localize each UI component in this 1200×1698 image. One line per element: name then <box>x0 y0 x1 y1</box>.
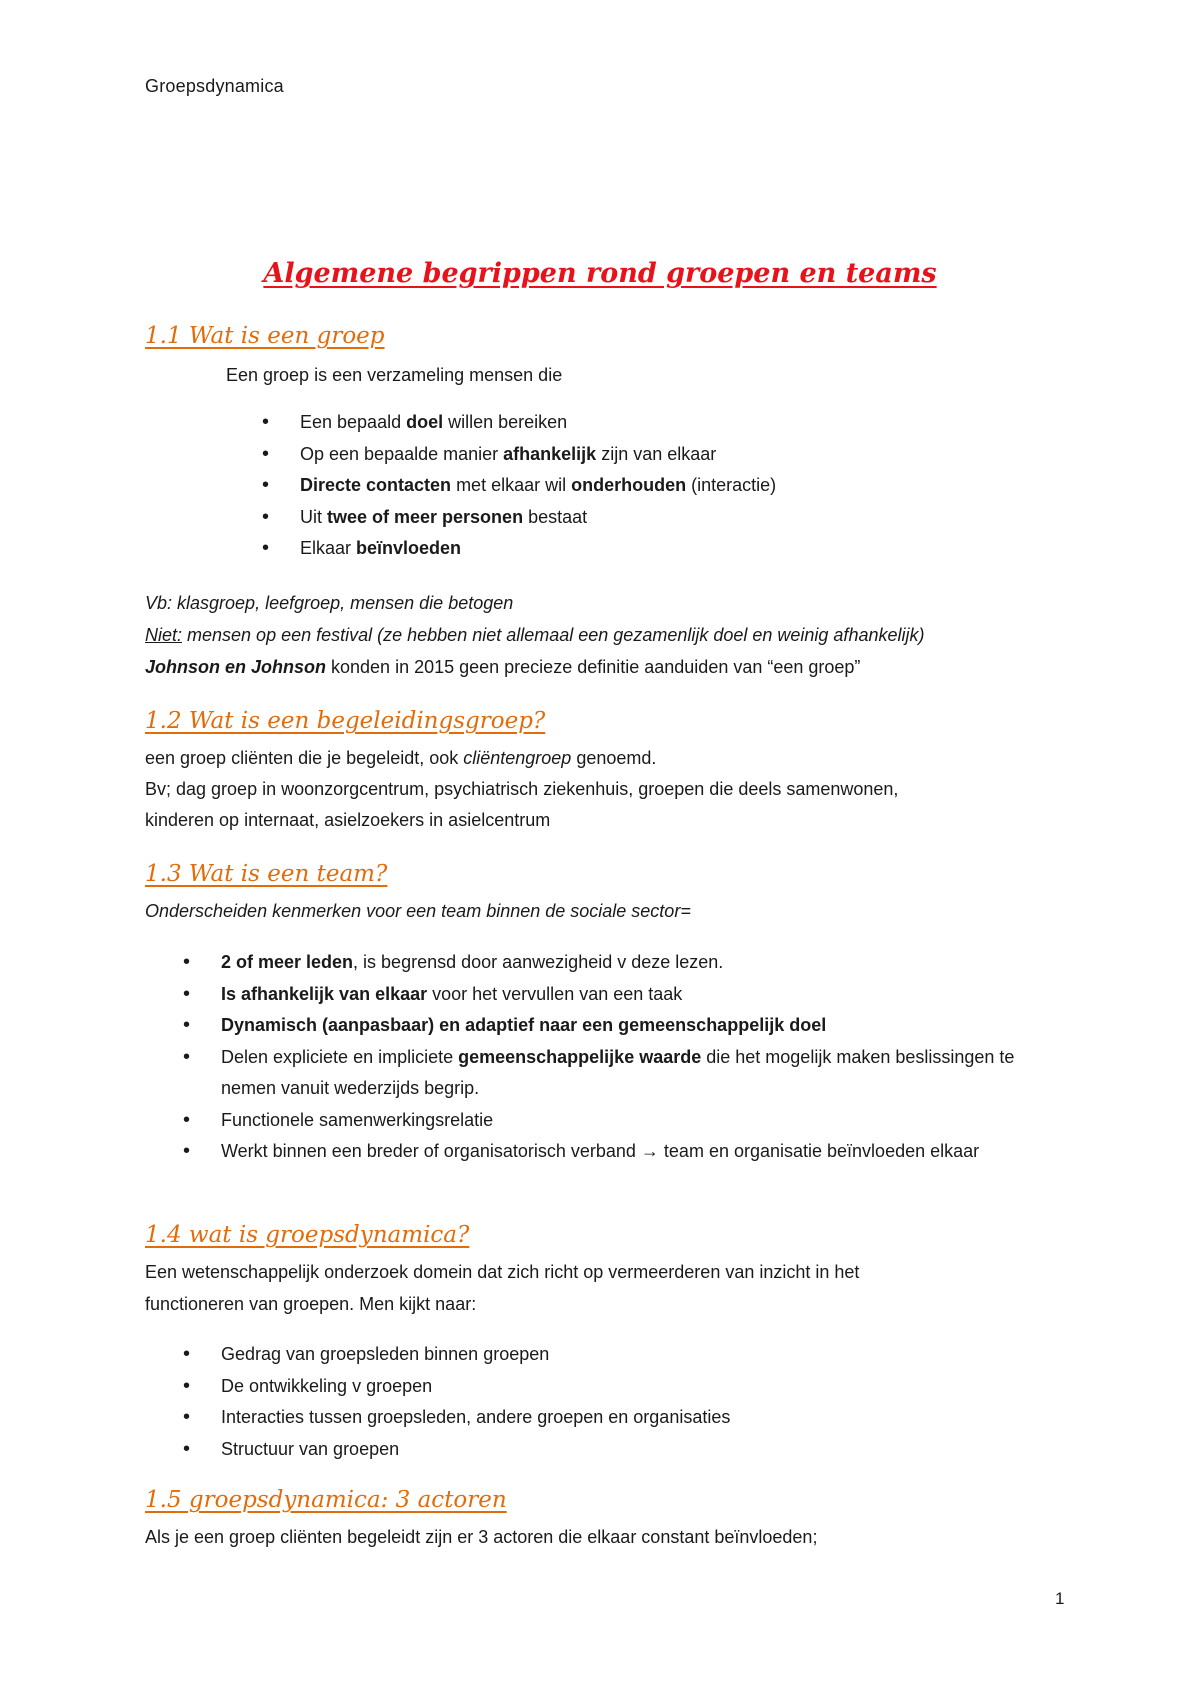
list-item: • Delen expliciete en impliciete gemeenschappelijke waarde die het mogelijk maken beslissingen te nemen vanuit wederzijds begrip. <box>183 1042 1043 1105</box>
list-item: • Op een bepaalde manier afhankelijk zijn van elkaar <box>262 439 776 471</box>
groepsdynamica-topics-list <box>183 1339 730 1465</box>
list-item: • Is afhankelijk van elkaar voor het vervullen van een taak <box>183 979 1043 1011</box>
list-item: • Elkaar beïnvloeden <box>262 533 776 565</box>
list-item: • Een bepaald doel willen bereiken <box>262 407 776 439</box>
section-1-5-line: Als je een groep cliënten begeleidt zijn er 3 actoren die elkaar constant beïnvloeden; <box>145 1527 818 1547</box>
list-item: • 2 of meer leden, is begrensd door aanwezigheid v deze lezen. <box>183 947 1043 979</box>
section-heading-1-2: 1.2 Wat is een begeleidingsgroep? <box>145 708 546 734</box>
example-line: Vb: klasgroep, leefgroep, mensen die betogen <box>145 593 514 613</box>
list-item: • Structuur van groepen <box>183 1434 730 1466</box>
list-item: • Gedrag van groepsleden binnen groepen <box>183 1339 730 1371</box>
section-1-4-line: Een wetenschappelijk onderzoek domein dat zich richt op vermeerderen van inzicht in het <box>145 1262 860 1282</box>
section-1-1-intro: Een groep is een verzameling mensen die <box>226 365 563 385</box>
section-1-2-line: Bv; dag groep in woonzorgcentrum, psychiatrisch ziekenhuis, groepen die deels samenwonen, <box>145 779 899 799</box>
list-item: • Functionele samenwerkingsrelatie <box>183 1105 1043 1137</box>
list-item: • De ontwikkeling v groepen <box>183 1371 730 1403</box>
not-example-line: Niet: mensen op een festival (ze hebben niet allemaal een gezamenlijk doel en weinig afhankelijk) <box>145 625 925 645</box>
section-1-2-line: kinderen op internaat, asielzoekers in asielcentrum <box>145 810 551 830</box>
group-criteria-list <box>262 407 776 565</box>
team-characteristics-list <box>183 947 1043 1168</box>
section-1-2-line: een groep cliënten die je begeleidt, ook cliëntengroep genoemd. <box>145 748 657 768</box>
section-heading-1-5: 1.5 groepsdynamica: 3 actoren <box>145 1487 507 1513</box>
list-item: • Directe contacten met elkaar wil onderhouden (interactie) <box>262 470 776 502</box>
list-item: • Uit twee of meer personen bestaat <box>262 502 776 534</box>
section-heading-1-3: 1.3 Wat is een team? <box>145 861 388 887</box>
section-heading-1-4: 1.4 wat is groepsdynamica? <box>145 1222 470 1248</box>
arrow-right-icon: → <box>640 1141 659 1161</box>
list-item: • Werkt binnen een breder of organisatorisch verband → team en organisatie beïnvloeden elkaar <box>183 1136 1043 1168</box>
list-item: • Interacties tussen groepsleden, andere groepen en organisaties <box>183 1402 730 1434</box>
running-header: Groepsdynamica <box>145 76 284 96</box>
section-1-3-intro: Onderscheiden kenmerken voor een team binnen de sociale sector= <box>145 901 691 921</box>
johnson-line: Johnson en Johnson konden in 2015 geen precieze definitie aanduiden van “een groep” <box>145 657 861 677</box>
section-heading-1-1: 1.1 Wat is een groep <box>145 323 385 349</box>
document-title: Algemene begrippen rond groepen en teams <box>263 258 937 289</box>
section-1-4-line: functioneren van groepen. Men kijkt naar: <box>145 1294 477 1314</box>
page-number: 1 <box>1055 1589 1065 1608</box>
list-item: • Dynamisch (aanpasbaar) en adaptief naar een gemeenschappelijk doel <box>183 1010 1043 1042</box>
